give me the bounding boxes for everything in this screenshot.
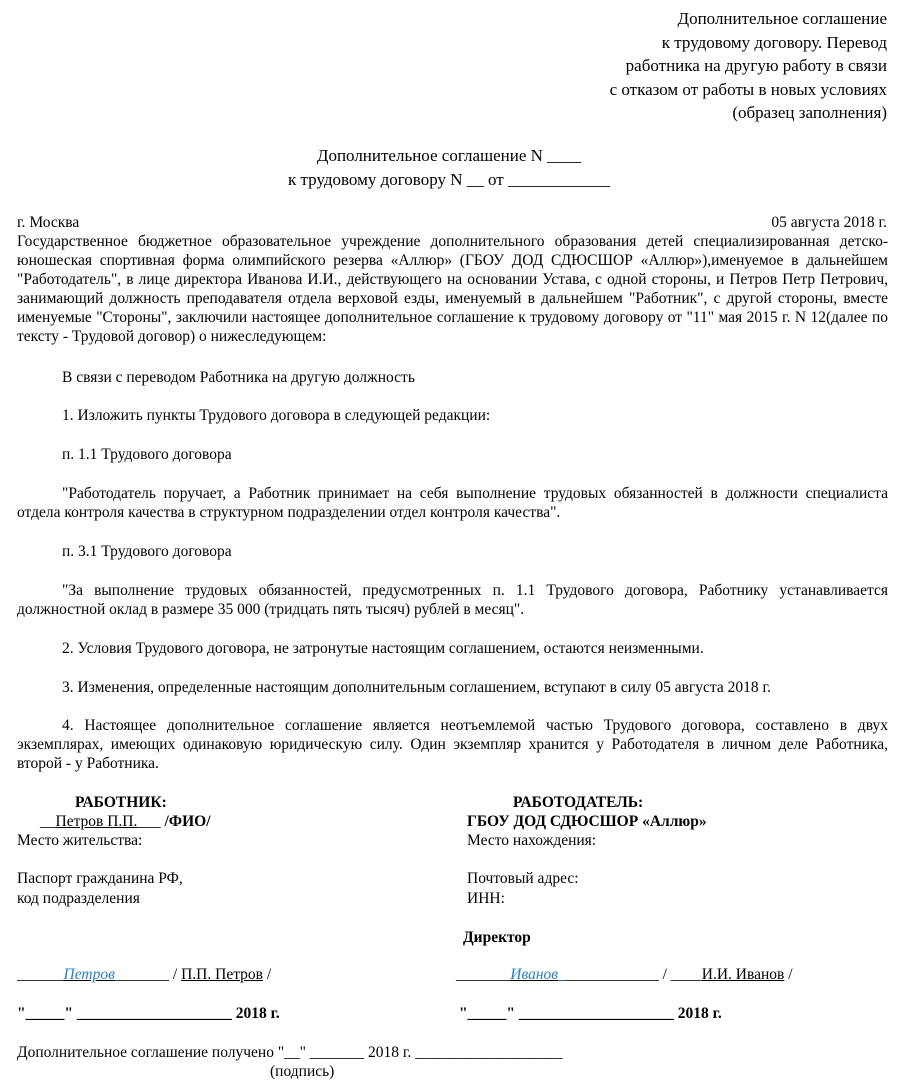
header-line: Дополнительное соглашение	[677, 9, 887, 28]
employer-org-name: ГБОУ ДОД СДЮСШОР «Аллюр»	[467, 813, 707, 830]
worker-heading: РАБОТНИК:	[75, 794, 167, 811]
employer-postal-label: Почтовый адрес:	[467, 870, 579, 887]
employer-signature-line	[456, 965, 793, 984]
worker-name-suffix: ___	[137, 813, 161, 830]
worker-name: Петров П.П.	[55, 813, 138, 830]
director-label: Директор	[463, 929, 531, 946]
date-year: 2018 г.	[235, 1005, 280, 1022]
document-header	[610, 7, 887, 125]
date-month-blank: ____________________	[518, 1005, 674, 1022]
worker-sign-name: П.П. Петров	[181, 966, 263, 983]
paragraph-3: 3. Изменения, определенные настоящим дополнительным соглашением, вступают в силу 05 августа 2018 г.	[62, 679, 771, 696]
employer-sign-name: И.И. Иванов	[701, 966, 785, 983]
signature-separator: /	[788, 966, 793, 983]
paragraph-2: 2. Условия Трудового договора, не затронутые настоящим соглашением, остаются неизменными.	[62, 640, 704, 657]
signature-separator: /	[662, 966, 667, 983]
employer-heading: РАБОТОДАТЕЛЬ:	[513, 794, 644, 811]
worker-name-prefix: __	[40, 813, 56, 830]
signature-separator: /	[266, 966, 272, 983]
received-line: Дополнительное соглашение получено "__" _______ 2018 г. ___________________	[17, 1044, 563, 1061]
worker-signature: Петров	[63, 966, 115, 983]
signature-separator: /	[172, 966, 178, 983]
worker-fio-label: /ФИО/	[164, 813, 211, 830]
clause-1-1-text: "Работодатель поручает, а Работник принимает на себя выполнение трудовых обязанностей в должности специалиста отдела контроля качества в структурном подразделении отдел контроля качества".	[17, 485, 888, 521]
employer-date-line	[459, 1004, 722, 1023]
clause-3-1-text: "За выполнение трудовых обязанностей, предусмотренных п. 1.1 Трудового договора, Работнику устанавливается должностной оклад в размере 35 000 (тридцать пять тысяч) рублей в месяц".	[17, 582, 888, 618]
clause-3-1-heading: п. 3.1 Трудового договора	[62, 543, 232, 560]
signature-blank: ____	[670, 966, 702, 983]
worker-date-line	[17, 1004, 280, 1023]
agreement-title	[0, 144, 898, 192]
signature-blank: _______	[456, 966, 511, 983]
worker-name-line	[40, 812, 211, 831]
date-month-blank: ____________________	[76, 1005, 232, 1022]
worker-division-label: код подразделения	[17, 890, 140, 907]
signature-blank: ____________	[565, 966, 659, 983]
paragraph-1: 1. Изложить пункты Трудового договора в следующей редакции:	[62, 407, 491, 424]
date-day-blank: "_____"	[459, 1005, 515, 1022]
paragraph-reason: В связи с переводом Работника на другую должность	[62, 369, 415, 386]
employer-inn-label: ИНН:	[467, 890, 505, 907]
signature-blank: ______	[17, 966, 64, 983]
employer-location-label: Место нахождения:	[467, 832, 597, 849]
paragraph-4: 4. Настоящее дополнительное соглашение является неотъемлемой частью Трудового договора, составлено в двух экземплярах, имеющих одинаковую юридическую силу. Один экземпляр хранится у Работодателя в личном деле Работника, второй - у Работника.	[17, 717, 888, 772]
date-day-blank: "_____"	[17, 1005, 73, 1022]
title-line-2: к трудовому договору N __ от ____________	[288, 170, 610, 189]
header-line: (образец заполнения)	[732, 103, 887, 122]
worker-passport-label: Паспорт гражданина РФ,	[17, 870, 183, 887]
worker-residence-label: Место жительства:	[17, 832, 143, 849]
employer-signature: Иванов_	[510, 966, 566, 983]
preamble: Государственное бюджетное образовательное учреждение дополнительного образования детей специализированная детско-юношеская спортивная форма олимпийского резерва «Аллюр» (ГБОУ ДОД СДЮСШОР «Аллюр»),именуемое в дальнейшем "Работодатель", в лице директора Иванова И.И., действующего на основании Устава, с одной стороны, и Петров Петр Петрович, занимающий должность преподавателя отдела верховой езды, именуемый в дальнейшем "Работник", с другой стороны, вместе именуемые "Стороны", заключили настоящее дополнительное соглашение к трудовому договору от "11" мая 2015 г. N 12(далее по тексту - Трудовой договор) о нижеследующем:	[17, 233, 888, 345]
place: г. Москва	[17, 214, 80, 231]
clause-1-1-heading: п. 1.1 Трудового договора	[62, 446, 232, 463]
signature-caption: (подпись)	[270, 1063, 335, 1080]
header-line: к трудовому договору. Перевод	[661, 32, 887, 52]
employer-org	[467, 812, 707, 831]
agreement-date: 05 августа 2018 г.	[771, 214, 887, 231]
header-line: работника на другую работу в связи	[625, 56, 887, 75]
title-line-1: Дополнительное соглашение N ____	[316, 146, 582, 165]
date-year: 2018 г.	[677, 1005, 722, 1022]
header-line: с отказом от работы в новых условиях	[609, 79, 887, 99]
signature-blank: _______	[114, 966, 170, 983]
worker-signature-line	[17, 965, 271, 984]
